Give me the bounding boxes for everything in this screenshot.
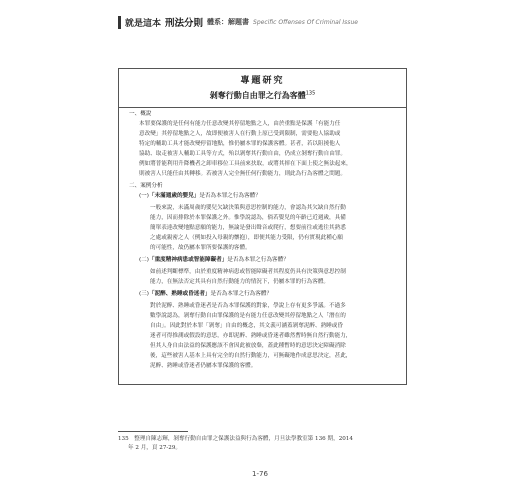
paragraph-line: 意改變」其停留地點之人，故即便被害人在行動上原已受到限制，需要他人協助或 <box>139 131 341 137</box>
paragraph-line: 的可能性，故仍屬本罪所要保護的客體。 <box>150 245 251 251</box>
article-title-text: 剝奪行動自由罪之行為客體 <box>209 91 306 100</box>
paragraph-line: 特定的輔助工具才能改變停留地點，惟仍屬本罪的保護客體。甚者，若以阻撓他人 <box>139 141 341 147</box>
paragraph-line: 例如將普能利用升降機者之卸車移位工具前來扶取，或將其摔在下面上使之無法起來， <box>139 161 352 167</box>
header-english: Specific Offenses Of Criminal Issue <box>253 18 358 26</box>
case-title: 「重度精神病患或智能障礙者」 <box>148 257 228 263</box>
page-header <box>118 14 358 30</box>
paragraph-line: 本罪要保護的是任何有能力任意改變其停留地點之人，由於重點是保護「有能力任 <box>139 121 341 127</box>
case-question: 是否為本罪之行為客體？ <box>199 193 261 199</box>
header-bar-icon <box>118 16 121 29</box>
topic-label: 專題研究 <box>240 76 285 86</box>
case-number: (三) <box>139 291 149 297</box>
case-number: (一) <box>139 193 149 199</box>
paragraph-line: 能力，因而排除於本罪保護之外。惟學說認為，倘若嬰兒的年齡已近週歲，具備 <box>150 215 346 221</box>
footnote <box>118 435 353 453</box>
header-subtitle: 體系：解題書 <box>207 18 250 26</box>
paragraph-line: 之處或親密之人（例如投入母親的懷抱），即便其能力受限，仍有實現此種心願 <box>150 235 343 241</box>
paragraph-line: 但其人身自由法益的保護應該不會因此被放棄，蓋此種暫時的意思決定障礙消除 <box>150 343 346 349</box>
page-number: 1-76 <box>252 470 268 478</box>
case-heading <box>139 191 261 201</box>
paragraph-line: 則被害人只能任由其轉移。若被害人完全無任何行動能力，則此為行為客體之問題。 <box>139 171 346 177</box>
case-title: 「泥醉、熟睡或昏迷者」 <box>148 291 211 297</box>
paragraph-line: 後，這些被害人基本上具有完全的自然行動能力，可無礙地作成意思決定，甚此， <box>150 353 352 359</box>
topic-box <box>118 68 407 385</box>
paragraph-line: 能力，在無法否定其具有自然行動能力的情況下，仍屬本罪的行為客體。 <box>150 279 330 285</box>
case-heading <box>139 289 272 299</box>
footnote-line: 135 整理自陳志輝，剝奪行動自由罪之保護法益與行為客體，月旦法學教室第 136 期，2014 <box>118 436 353 442</box>
paragraph-line: 如前述判斷標準，由於重度精神病患或智能障礙者其程度仍具有決策與意思控制 <box>150 269 346 275</box>
article-title <box>119 90 406 101</box>
topic-box-header <box>119 69 406 108</box>
case-question: 是否為本罪之行為客體？ <box>210 291 273 297</box>
footnote-divider <box>118 431 188 432</box>
case-number: (二) <box>139 257 149 263</box>
paragraph-line: 簡單表達改變地點意願的能力，無論是發出聲音或爬行，想要前往或逃往其熟悉 <box>150 225 346 231</box>
case-title: 「未滿週歲的嬰兒」 <box>148 193 200 199</box>
paragraph-line: 協助、取走被害人輔助工具等方式，殆以剝奪其行動自由，仍成立剝奪行動自由罪。 <box>139 151 346 157</box>
paragraph-line: 數學說認為，剝奪行動自由罪保護的是有能力任意改變其停留地點之人「潛在的 <box>150 313 346 319</box>
case-question: 是否為本罪之行為客體？ <box>227 257 289 263</box>
section-heading: 二、案例分析 <box>129 183 163 189</box>
footnote-line: 年 2 月，頁 27-29。 <box>128 445 181 451</box>
paragraph-line: 迷者可得推測或假設的意思，亦即泥醉、熟睡或昏迷者雖然暫時無自然行動能力， <box>150 333 352 339</box>
paragraph-line: 一般來說，未滿周歲的嬰兒欠缺決策與意思控制的能力，會認為其欠缺自然行動 <box>150 205 346 211</box>
paragraph-line: 對於泥醉、熟睡或昏迷者是否為本罪保護的對象，學說上存有更多爭議。不過多 <box>150 303 346 309</box>
paragraph-line: 泥醉、熟睡或昏迷者仍屬本罪保護的客體。 <box>150 363 257 369</box>
section-heading: 一、概說 <box>129 111 152 117</box>
header-title: 刑法分則 <box>165 18 204 29</box>
topic-content <box>119 107 406 384</box>
header-series: 就是這本 <box>125 18 162 29</box>
paragraph-line: 自由」。因此對於本罪「剝奪」自由的概念，其文義可涵蓋剝奪泥醉、熟睡或昏 <box>150 323 343 329</box>
case-heading <box>139 255 289 265</box>
footnote-ref: 135 <box>305 90 316 97</box>
